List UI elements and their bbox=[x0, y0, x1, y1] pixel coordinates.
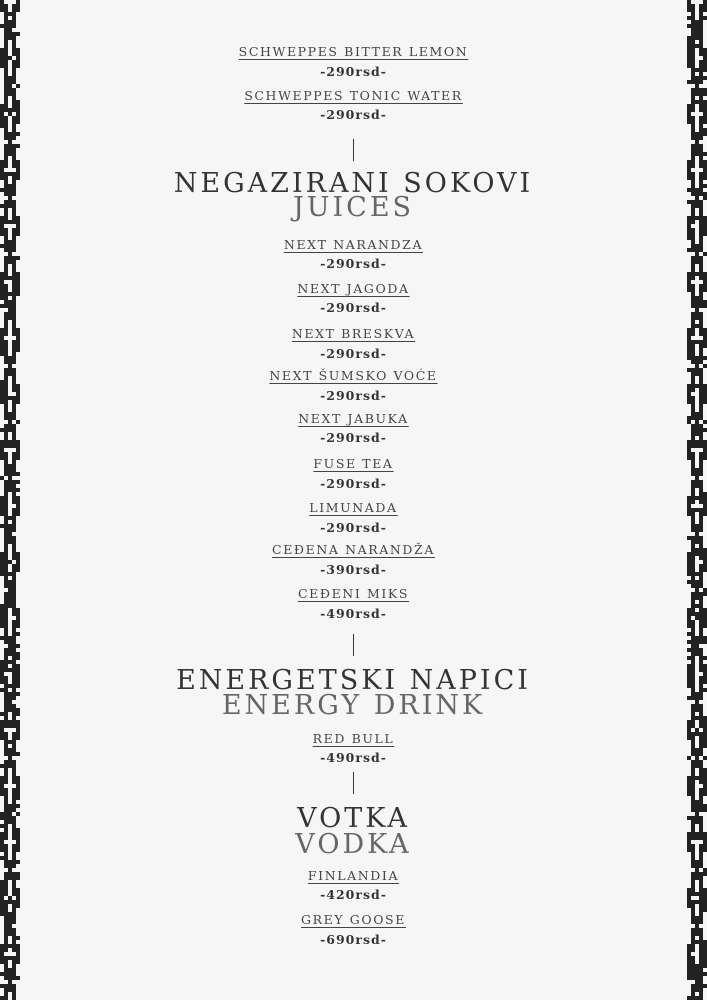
section-title-vodka: VOTKA bbox=[297, 803, 410, 834]
menu-item-name: CEĐENA NARANDŽA bbox=[272, 542, 435, 557]
menu-item-price: -690rsd- bbox=[320, 932, 387, 947]
section-title-energy: ENERGETSKI NAPICI bbox=[176, 665, 531, 696]
menu-item-name: SCHWEPPES BITTER LEMON bbox=[238, 44, 469, 59]
menu-item-price: -290rsd- bbox=[320, 388, 387, 403]
menu-item-name: LIMUNADA bbox=[309, 500, 398, 515]
section-divider bbox=[0, 772, 707, 794]
section-subtitle-juices: JUICES bbox=[292, 192, 415, 223]
menu-item-name: RED BULL bbox=[312, 731, 395, 746]
menu-item-price: -490rsd- bbox=[320, 606, 387, 621]
menu-item-name: NEXT JAGODA bbox=[297, 281, 410, 296]
menu-item-name: CEĐENI MIKS bbox=[298, 586, 409, 601]
menu-item-price: -290rsd- bbox=[320, 520, 387, 535]
menu-item-price: -390rsd- bbox=[320, 562, 387, 577]
menu-item-name: GREY GOOSE bbox=[301, 912, 406, 927]
menu-item-price: -290rsd- bbox=[320, 64, 387, 79]
menu-item-price: -290rsd- bbox=[320, 256, 387, 271]
section-divider bbox=[0, 139, 707, 161]
menu-item-name: NEXT BRESKVA bbox=[291, 326, 416, 341]
section-subtitle-vodka: VODKA bbox=[295, 829, 412, 860]
menu-item-name: NEXT ŠUMSKO VOĆE bbox=[269, 368, 438, 383]
menu-item-price: -290rsd- bbox=[320, 476, 387, 491]
menu-item-name: FINLANDIA bbox=[307, 868, 400, 883]
menu-item-price: -420rsd- bbox=[320, 887, 387, 902]
section-title-juices: NEGAZIRANI SOKOVI bbox=[173, 168, 534, 199]
menu-item-price: -290rsd- bbox=[320, 107, 387, 122]
menu-item-name: SCHWEPPES TONIC WATER bbox=[244, 88, 463, 103]
section-divider bbox=[0, 634, 707, 656]
menu-item-name: NEXT JABUKA bbox=[298, 411, 409, 426]
menu-item-price: -290rsd- bbox=[320, 346, 387, 361]
menu-item-price: -290rsd- bbox=[320, 300, 387, 315]
menu-item-price: -490rsd- bbox=[320, 750, 387, 765]
section-subtitle-energy: ENERGY DRINK bbox=[221, 690, 486, 721]
menu-item-name: NEXT NARANDZA bbox=[283, 237, 424, 252]
menu-item-name: FUSE TEA bbox=[313, 456, 394, 471]
menu-item-price: -290rsd- bbox=[320, 430, 387, 445]
